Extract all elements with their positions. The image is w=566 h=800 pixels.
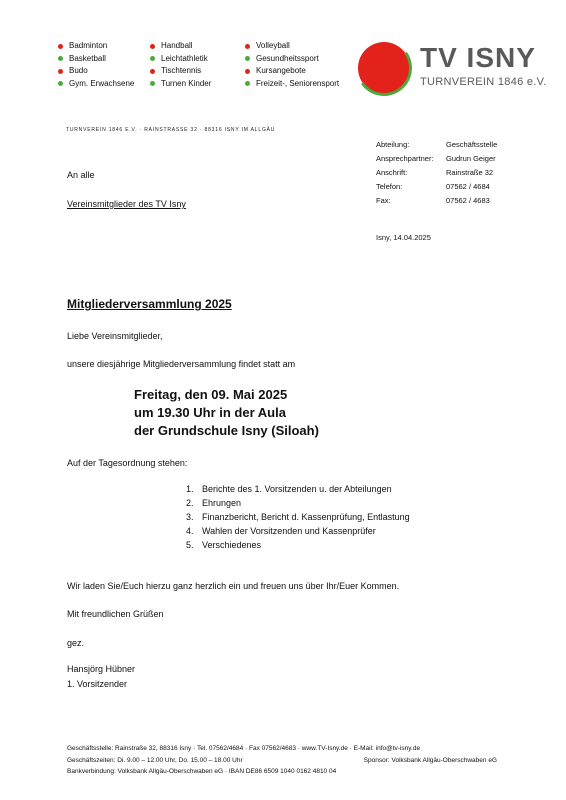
contact-info [376, 138, 497, 208]
agenda-item [186, 496, 410, 510]
sports-list-col1 [58, 40, 134, 90]
agenda-text: Ehrungen [202, 498, 242, 508]
bullet-green-icon [58, 81, 63, 86]
sport-label: Volleyball [256, 41, 290, 50]
info-value: Rainstraße 32 [446, 168, 494, 177]
intro-text: unsere diesjährige Mitgliederversammlung findet statt am [67, 359, 296, 369]
agenda-number: 1. [186, 484, 194, 494]
bullet-green-icon [150, 81, 155, 86]
sport-item [245, 78, 339, 91]
sports-list-col2 [150, 40, 211, 90]
agenda-text: Wahlen der Vorsitzenden und Kassenprüfer [202, 526, 376, 536]
signer-name: Hansjörg Hübner [67, 664, 136, 674]
info-key: Telefon: [376, 182, 403, 191]
bullet-red-icon [150, 69, 155, 74]
event-date: Freitag, den 09. Mai 2025 [134, 387, 288, 402]
bullet-red-icon [58, 44, 63, 49]
sport-label: Leichtathletik [161, 53, 208, 63]
letter-title: Mitgliederversammlung 2025 [67, 297, 232, 311]
footer [67, 743, 497, 778]
logo-subtitle: TURNVEREIN 1846 e.V. [420, 76, 547, 88]
sport-item [245, 53, 339, 66]
agenda-item [186, 510, 410, 524]
agenda-text: Verschiedenes [202, 540, 262, 550]
sport-label: Badminton [69, 41, 108, 50]
sport-label: Freizeit-, Seniorensport [256, 78, 340, 88]
info-value: 07562 / 4683 [446, 196, 490, 205]
club-logo [358, 42, 547, 102]
footer-bank: Bankverbindung: Volksbank Allgäu-Oberschwaben eG · IBAN DE86 6509 1040 0162 4810 04 [67, 768, 337, 775]
info-row [376, 152, 497, 166]
agenda-number: 4. [186, 526, 194, 536]
info-key: Ansprechpartner: [376, 154, 434, 163]
sports-list-col3 [245, 40, 339, 90]
agenda-intro: Auf der Tagesordnung stehen: [67, 458, 188, 468]
bullet-red-icon [245, 69, 250, 74]
agenda-text: Berichte des 1. Vorsitzenden u. der Abteilungen [202, 484, 392, 494]
sport-item [245, 65, 339, 78]
logo-arc-icon [352, 36, 417, 101]
salutation: Liebe Vereinsmitglieder, [67, 331, 163, 341]
info-key: Anschrift: [376, 168, 408, 177]
sport-item [58, 40, 134, 53]
closing-greeting: Mit freundlichen Grüßen [67, 609, 164, 619]
sport-label: Kursangebote [256, 66, 306, 75]
info-key: Abteilung: [376, 140, 410, 149]
footer-hours: Geschäftszeiten: Di. 9.00 – 12.00 Uhr, Do. 15.00 – 18.00 Uhr [67, 756, 243, 764]
info-key: Fax: [376, 196, 391, 205]
sport-item [245, 40, 339, 53]
sport-label: Tischtennis [161, 66, 202, 75]
bullet-green-icon [58, 56, 63, 61]
bullet-red-icon [245, 44, 250, 49]
bullet-green-icon [150, 56, 155, 61]
sport-item [150, 65, 211, 78]
sport-label: Gesundheitssport [256, 53, 319, 63]
footer-line-1 [67, 743, 497, 755]
sport-item [150, 78, 211, 91]
info-value: 07562 / 4684 [446, 182, 490, 191]
invitation-text: Wir laden Sie/Euch hierzu ganz herzlich ein und freuen uns über Ihr/Euer Kommen. [67, 581, 400, 591]
event-details [134, 386, 319, 440]
sport-label: Basketball [69, 53, 106, 63]
agenda-list [186, 482, 410, 552]
footer-line-2 [67, 755, 497, 767]
sport-item [150, 40, 211, 53]
footer-contact: Geschäftsstelle: Rainstraße 32, 88316 Isny · Tel. 07562/4684 · Fax 07562/4683 · www.TV-Isny.de · E-Mail: info@tv-isny.de [67, 745, 421, 752]
event-venue: der Grundschule Isny (Siloah) [134, 423, 319, 438]
logo-title: TV ISNY [420, 42, 536, 73]
sport-item [58, 53, 134, 66]
info-row [376, 194, 497, 208]
bullet-green-icon [245, 56, 250, 61]
sport-label: Gym. Erwachsene [69, 78, 135, 88]
agenda-number: 2. [186, 498, 194, 508]
sport-item [58, 78, 134, 91]
info-value: Gudrun Geiger [446, 154, 496, 163]
letter-date: Isny, 14.04.2025 [376, 233, 431, 242]
sport-label: Turnen Kinder [161, 78, 212, 88]
sport-label: Handball [161, 41, 193, 50]
info-value: Geschäftsstelle [446, 140, 498, 149]
recipient-line-2: Vereinsmitglieder des TV Isny [67, 199, 186, 209]
bullet-green-icon [245, 81, 250, 86]
sport-item [150, 53, 211, 66]
agenda-text: Finanzbericht, Bericht d. Kassenprüfung, Entlastung [202, 512, 410, 522]
footer-sponsor: Sponsor: Volksbank Allgäu-Oberschwaben eG [363, 756, 497, 764]
bullet-red-icon [58, 69, 63, 74]
footer-line-3 [67, 766, 497, 778]
info-row [376, 138, 497, 152]
agenda-number: 3. [186, 512, 194, 522]
sport-item [58, 65, 134, 78]
sender-line: TURNVEREIN 1846 E.V. · RAINSTRASSE 32 · 88316 ISNY IM ALLGÄU [66, 127, 276, 133]
info-row [376, 166, 497, 180]
bullet-red-icon [150, 44, 155, 49]
agenda-item [186, 538, 410, 552]
agenda-item [186, 524, 410, 538]
recipient-line-1: An alle [67, 170, 95, 180]
signer-role: 1. Vorsitzender [67, 679, 128, 689]
agenda-number: 5. [186, 540, 194, 550]
signed-note: gez. [67, 638, 85, 648]
info-row [376, 180, 497, 194]
event-time-place: um 19.30 Uhr in der Aula [134, 405, 286, 420]
agenda-item [186, 482, 410, 496]
sport-label: Budo [69, 66, 88, 75]
